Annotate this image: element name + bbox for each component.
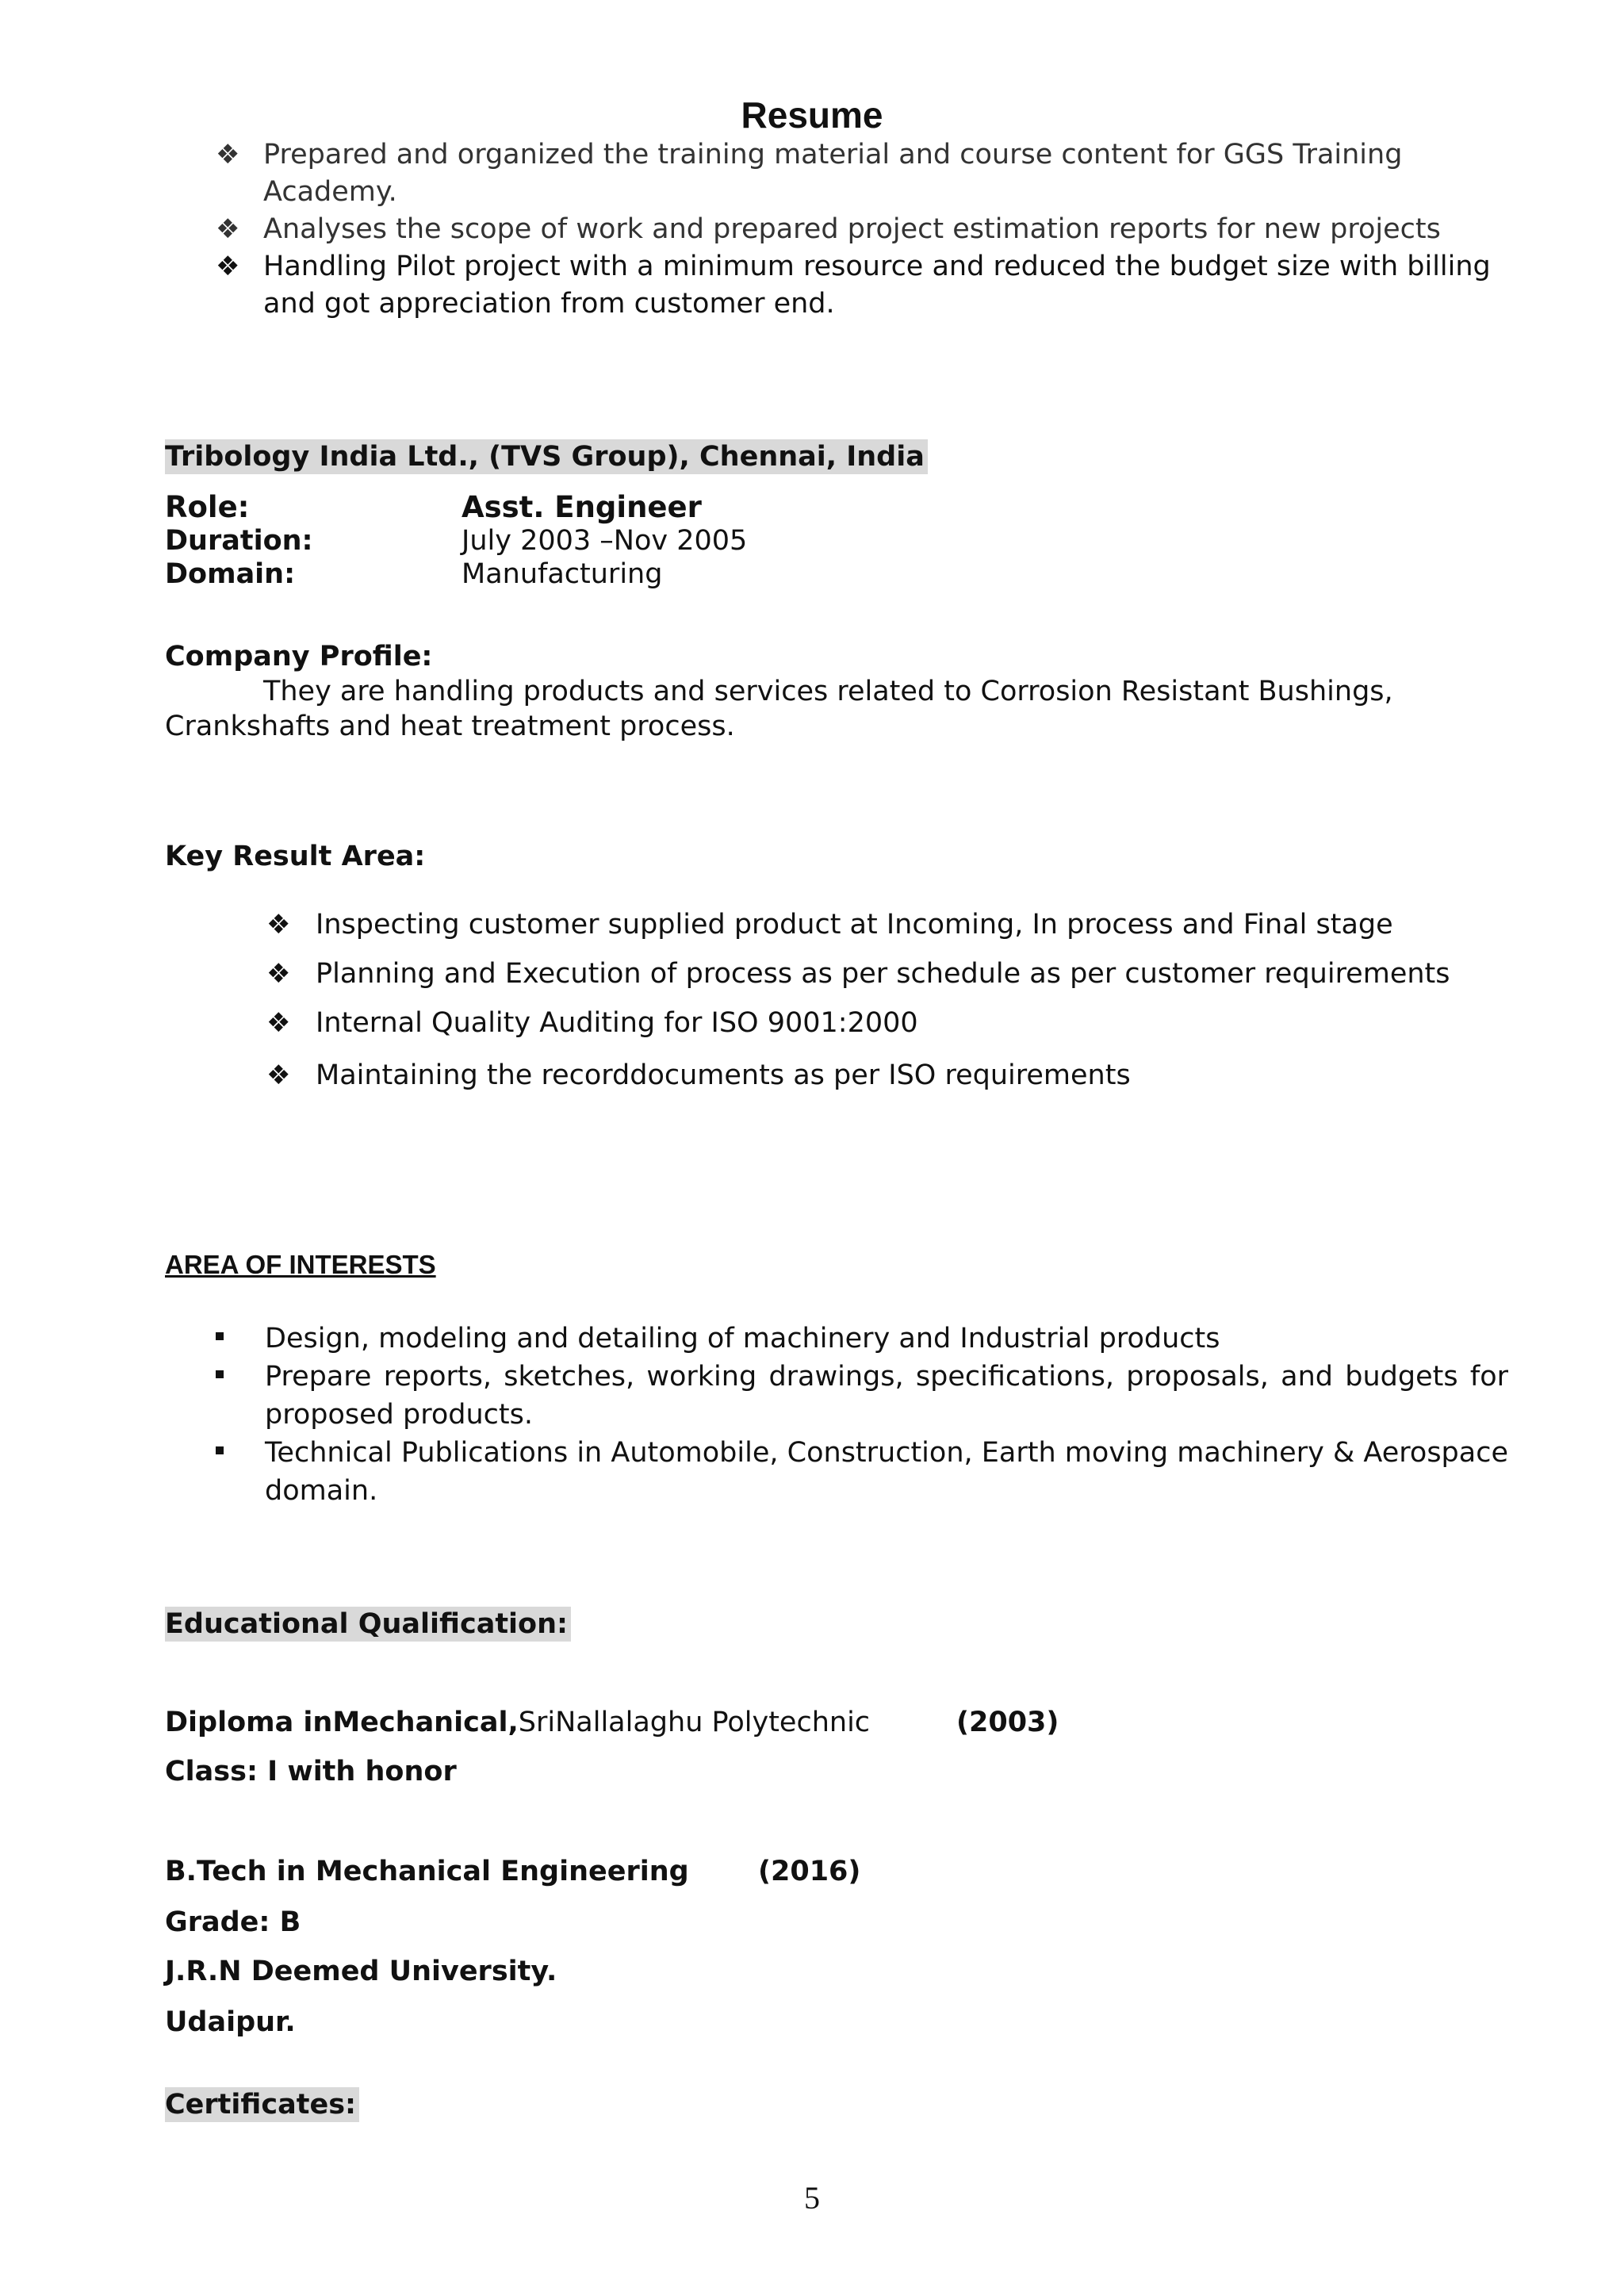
top-bullet-list	[216, 136, 1508, 323]
domain-label: Domain:	[165, 558, 296, 590]
bullet-square-icon	[216, 1332, 224, 1340]
bullet-diamond-icon: ❖	[266, 1059, 291, 1091]
university: J.R.N Deemed University.	[165, 1956, 557, 1987]
duration-value: July 2003 –Nov 2005	[462, 525, 748, 557]
company-profile-line: Crankshafts and heat treatment process.	[165, 711, 735, 742]
education-heading: Educational Qualification:	[165, 1608, 571, 1640]
btech-grade: Grade: B	[165, 1906, 301, 1938]
bullet-diamond-icon: ❖	[216, 139, 240, 170]
role-label: Role:	[165, 490, 250, 524]
diploma-line: Diploma inMechanical,SriNallalaghu Polytechnic	[165, 1707, 871, 1738]
bullet-square-icon	[216, 1370, 224, 1378]
company-profile-line: They are handling products and services related to Corrosion Resistant Bushings,	[263, 676, 1393, 707]
bullet-diamond-icon: ❖	[216, 251, 240, 282]
page-number: 5	[804, 2180, 820, 2216]
interests-heading: AREA OF INTERESTS	[165, 1250, 436, 1279]
bullet-diamond-icon: ❖	[266, 1007, 291, 1039]
btech-year: (2016)	[758, 1856, 861, 1887]
role-value: Asst. Engineer	[462, 490, 702, 524]
list-item: ❖ Handling Pilot project with a minimum resource and reduced the budget size with billing and got appreciation from customer end.	[216, 248, 1508, 323]
diploma-class: Class: I with honor	[165, 1756, 457, 1787]
list-item: ❖ Analyses the scope of work and prepared project estimation reports for new projects	[216, 211, 1508, 248]
bullet-diamond-icon: ❖	[266, 958, 291, 990]
list-item: ❖ Prepared and organized the training material and course content for GGS Training Academy.	[216, 136, 1508, 211]
btech-line: B.Tech in Mechanical Engineering	[165, 1856, 689, 1887]
bullet-diamond-icon: ❖	[216, 213, 240, 245]
bullet-square-icon	[216, 1446, 224, 1454]
city: Udaipur.	[165, 2006, 296, 2038]
domain-value: Manufacturing	[462, 558, 663, 590]
duration-label: Duration:	[165, 525, 313, 557]
page-title: Resume	[741, 94, 883, 136]
certificates-heading: Certificates:	[165, 2089, 359, 2121]
company-profile-heading: Company Profile:	[165, 641, 433, 672]
diploma-year: (2003)	[956, 1707, 1059, 1738]
company-header: Tribology India Ltd., (TVS Group), Chennai, India	[165, 441, 928, 473]
key-result-area-heading: Key Result Area:	[165, 841, 426, 872]
bullet-diamond-icon: ❖	[266, 909, 291, 941]
